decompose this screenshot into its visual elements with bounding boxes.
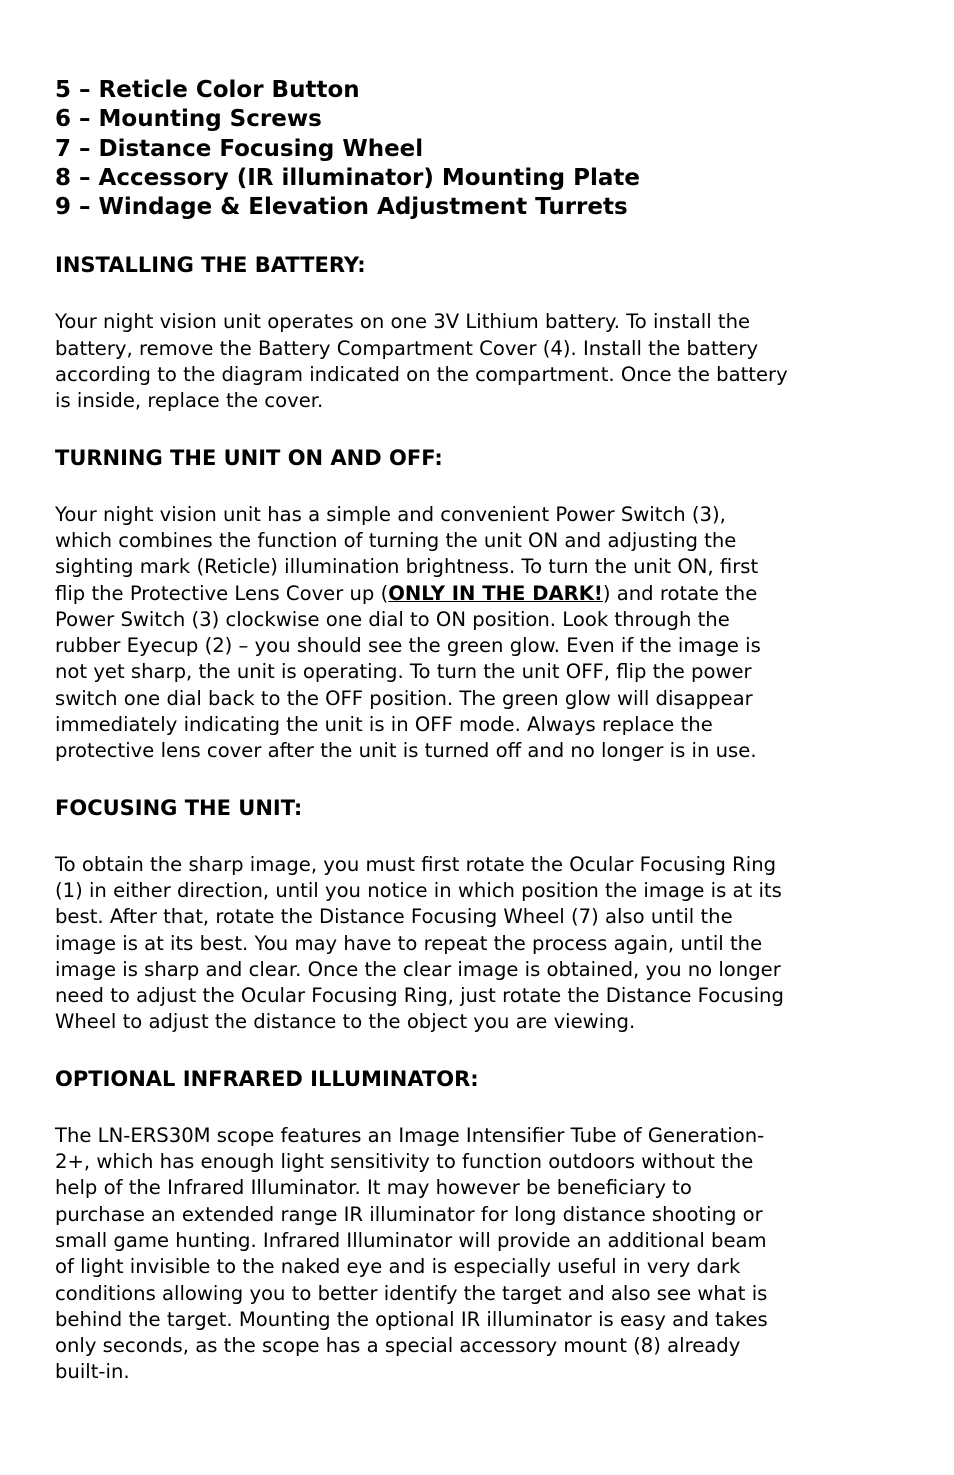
paragraph-line: conditions allowing you to better identify the target and also see what is [55, 1281, 768, 1305]
paragraph-line: image is sharp and clear. Once the clear image is obtained, you no longer [55, 957, 781, 981]
paragraph-line: is inside, replace the cover. [55, 389, 324, 413]
section-heading-battery: INSTALLING THE BATTERY: [55, 253, 366, 278]
part-item-mounting-screws: 6 – Mounting Screws [55, 106, 322, 133]
paragraph-line: battery, remove the Battery Compartment Cover (4). Install the battery [55, 336, 759, 360]
paragraph-line: which combines the function of turning the unit ON and adjusting the [55, 528, 737, 552]
section-heading-focusing: FOCUSING THE UNIT: [55, 795, 303, 820]
paragraph-line: only seconds, as the scope has a special accessory mount (8) already [55, 1334, 741, 1358]
paragraph-line-with-warning [55, 581, 935, 607]
paragraph-line: according to the diagram indicated on the compartment. Once the battery [55, 363, 788, 387]
paragraph-line: Wheel to adjust the distance to the object you are viewing. [55, 1010, 636, 1034]
dark-only-warning: ONLY IN THE DARK! [388, 581, 603, 605]
paragraph-line: behind the target. Mounting the optional IR illuminator is easy and takes [55, 1307, 768, 1331]
paragraph-line: rubber Eyecup (2) – you should see the green glow. Even if the image is [55, 634, 761, 658]
paragraph-line: immediately indicating the unit is in OFF mode. Always replace the [55, 713, 713, 737]
part-item-windage-elevation-turrets: 9 – Windage & Elevation Adjustment Turrets [55, 194, 628, 221]
paragraph-line: best. After that, rotate the Distance Focusing Wheel (7) also until the [55, 905, 733, 929]
section-heading-infrared: OPTIONAL INFRARED ILLUMINATOR: [55, 1066, 479, 1091]
paragraph-line: sighting mark (Reticle) illumination brightness. To turn the unit ON, first [55, 555, 759, 579]
paragraph-line: 2+, which has enough light sensitivity to function outdoors without the [55, 1150, 754, 1174]
paragraph-line: (1) in either direction, until you notice in which position the image is at its [55, 878, 782, 902]
paragraph-line: small game hunting. Infrared Illuminator will provide an additional beam [55, 1228, 767, 1252]
paragraph-line: image is at its best. You may have to repeat the process again, until the [55, 931, 763, 955]
paragraph-line: The LN-ERS30M scope features an Image Intensifier Tube of Generation- [55, 1123, 765, 1147]
paragraph-line: purchase an extended range IR illuminator for long distance shooting or [55, 1202, 763, 1226]
section-installing-battery [55, 252, 935, 414]
paragraph-line: built-in. [55, 1360, 130, 1384]
paragraph-line: protective lens cover after the unit is turned off and no longer is in use. [55, 739, 757, 763]
paragraph-line: need to adjust the Ocular Focusing Ring, just rotate the Distance Focusing [55, 984, 784, 1008]
paragraph-line: help of the Infrared Illuminator. It may however be beneficiary to [55, 1176, 692, 1200]
paragraph-line: To obtain the sharp image, you must first rotate the Ocular Focusing Ring [55, 852, 777, 876]
paragraph-line: Your night vision unit has a simple and convenient Power Switch (3), [55, 502, 726, 526]
paragraph-line: Your night vision unit operates on one 3V Lithium battery. To install the [55, 310, 751, 334]
paragraph-line: Power Switch (3) clockwise one dial to ON position. Look through the [55, 607, 730, 631]
infrared-paragraph [55, 1123, 935, 1386]
paragraph-line: of light invisible to the naked eye and is especially useful in very dark [55, 1255, 741, 1279]
section-turning-on-off [55, 445, 935, 765]
section-infrared-illuminator [55, 1066, 935, 1386]
part-item-accessory-mounting-plate: 8 – Accessory (IR illuminator) Mounting Plate [55, 164, 640, 191]
line-text-after-warning: ) and rotate the [602, 581, 758, 605]
parts-list [55, 76, 935, 222]
section-heading-power: TURNING THE UNIT ON AND OFF: [55, 445, 443, 470]
power-paragraph [55, 502, 935, 765]
paragraph-line: switch one dial back to the OFF position. The green glow will disappear [55, 686, 753, 710]
line-text-before-warning: flip the Protective Lens Cover up ( [55, 581, 389, 605]
battery-paragraph [55, 309, 935, 414]
section-focusing [55, 795, 935, 1036]
part-item-distance-focusing-wheel: 7 – Distance Focusing Wheel [55, 135, 424, 162]
part-item-reticle-color-button: 5 – Reticle Color Button [55, 77, 360, 103]
paragraph-line: not yet sharp, the unit is operating. To turn the unit OFF, flip the power [55, 660, 752, 684]
manual-page [55, 76, 935, 1386]
focusing-paragraph [55, 852, 935, 1036]
